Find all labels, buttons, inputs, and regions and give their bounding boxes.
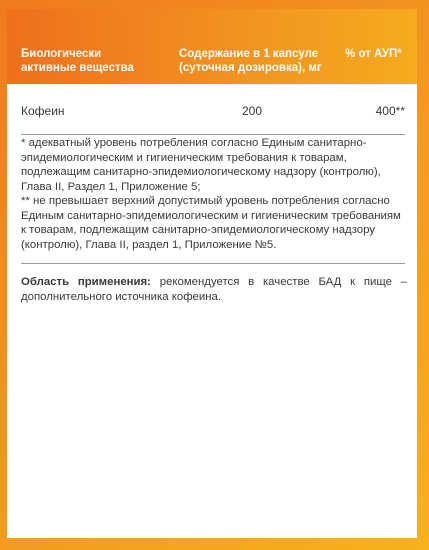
- row-percent: 400**: [375, 104, 405, 118]
- header-substances-line1: Биологически: [21, 48, 102, 60]
- table-row: [7, 84, 417, 134]
- table-divider: [21, 134, 405, 135]
- footnotes: [21, 136, 407, 252]
- header-substances-line2: активные вещества: [21, 62, 134, 74]
- row-substance-name: Кофеин: [21, 104, 65, 118]
- header-content: [179, 47, 339, 75]
- footnote-2: ** не превышает верхний допустимый уровень потребления согласно Единым санитарно-эпидемиологическим и гигиеническим требованиям к товарам, подлежащим санитарно-эпидемиологическому надзору (контролю), Глава II, раздел 1, Приложение №5.: [21, 195, 401, 251]
- header-content-line2: (суточная дозировка), мг: [179, 62, 322, 74]
- header-substances: [21, 47, 171, 75]
- usage-label: Область применения:: [21, 276, 151, 288]
- document-page: [7, 9, 417, 538]
- footnote-1: * адекватный уровень потребления согласно Единым санитарно-эпидемиологическим и гигиеническим требования к товарам, подлежащим санитарно-эпидемиологическому надзору (контролю), Глава II, Раздел 1, Приложение 5;: [21, 137, 381, 193]
- notes-divider: [21, 263, 405, 264]
- header-content-line1: Содержание в 1 капсуле: [179, 48, 319, 60]
- row-amount: 200: [242, 104, 263, 118]
- table-header: [7, 9, 417, 84]
- usage-paragraph: [21, 275, 407, 305]
- header-percent: % от АУП*: [345, 48, 402, 60]
- usage-text: рекомендуется в качестве БАД к пище – дополнительного источника кофеина.: [21, 276, 408, 303]
- usage-section: [21, 275, 407, 305]
